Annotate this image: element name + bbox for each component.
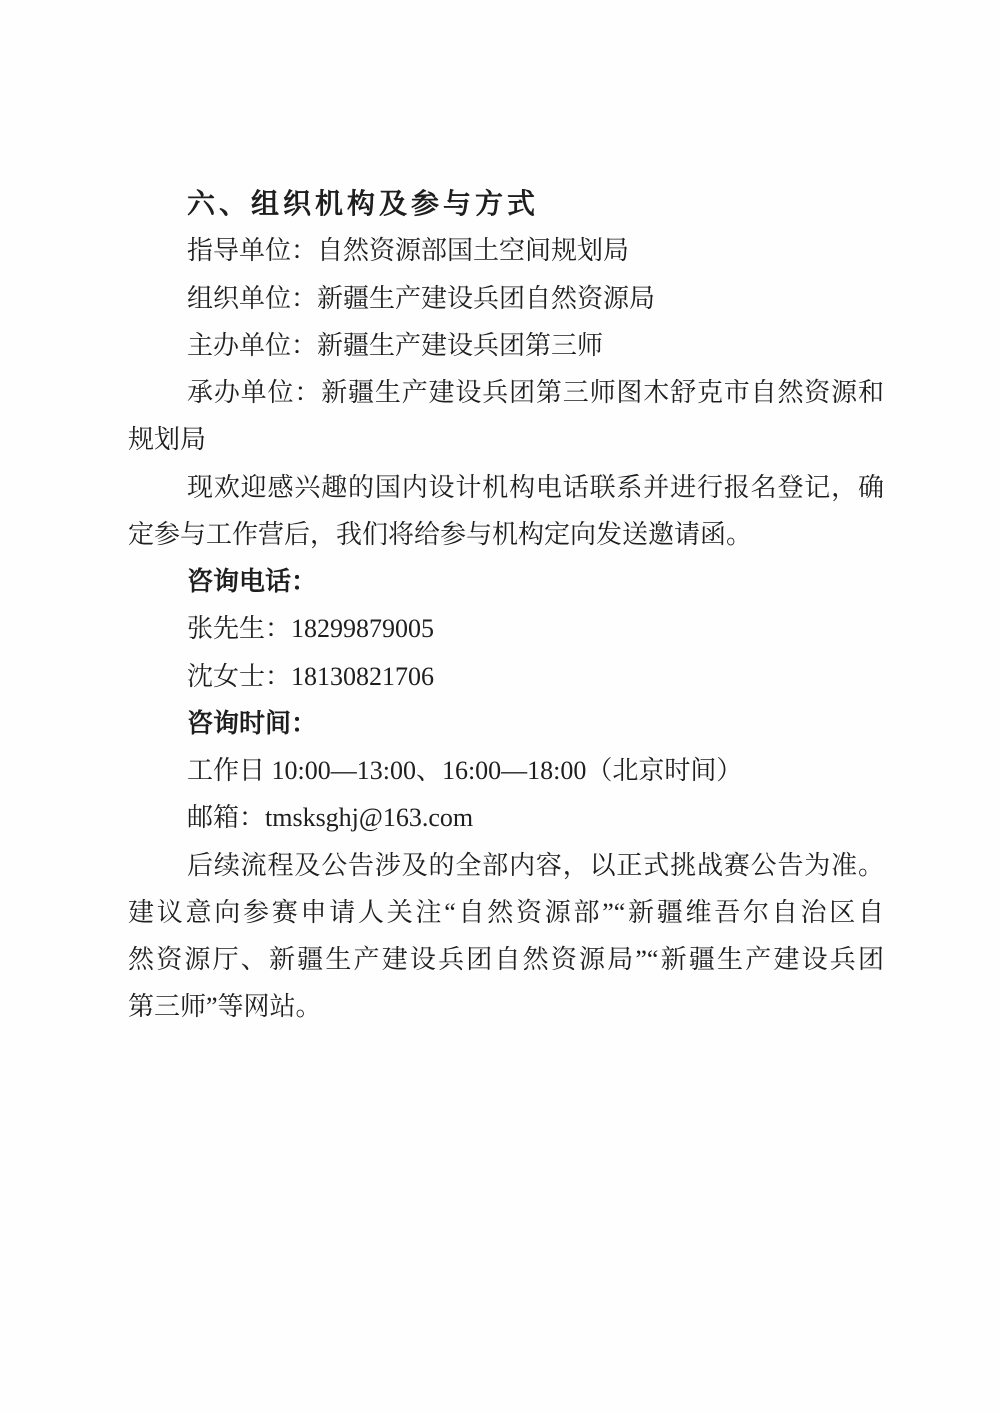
guiding-unit-line: 指导单位：自然资源部国土空间规划局 — [187, 236, 630, 266]
hosting-unit-line: 主办单位：新疆生产建设兵团第三师 — [187, 330, 604, 360]
notice-line-4: 第三师”等网站。 — [128, 992, 322, 1022]
time-subheading: 咨询时间： — [187, 707, 318, 738]
contact-zhang-line: 张先生：18299879005 — [187, 614, 435, 644]
notice-line-2: 建议意向参赛申请人关注“自然资源部”“新疆维吾尔自治区自 — [128, 897, 884, 927]
working-hours-line: 工作日 10:00—13:00、16:00—18:00（北京时间） — [187, 756, 743, 785]
notice-line-1: 后续流程及公告涉及的全部内容，以正式挑战赛公告为准。 — [187, 850, 884, 880]
organizing-unit-line: 组织单位：新疆生产建设兵团自然资源局 — [187, 283, 656, 313]
notice-line-3: 然资源厅、新疆生产建设兵团自然资源局”“新疆生产建设兵团 — [128, 945, 884, 974]
registration-intro-line-2: 定参与工作营后，我们将给参与机构定向发送邀请函。 — [128, 519, 753, 549]
registration-intro-line-1: 现欢迎感兴趣的国内设计机构电话联系并进行报名登记，确 — [187, 472, 884, 502]
section-heading: 六、组织机构及参与方式 — [187, 188, 540, 219]
undertaking-unit-line: 承办单位：新疆生产建设兵团第三师图木舒克市自然资源和 — [187, 378, 884, 407]
phone-subheading: 咨询电话： — [187, 566, 318, 596]
undertaking-unit-line-continuation: 规划局 — [128, 425, 207, 455]
contact-shen-line: 沈女士：18130821706 — [187, 661, 435, 691]
document-content — [128, 180, 884, 1031]
email-line: 邮箱：tmsksghj@163.com — [187, 803, 474, 833]
